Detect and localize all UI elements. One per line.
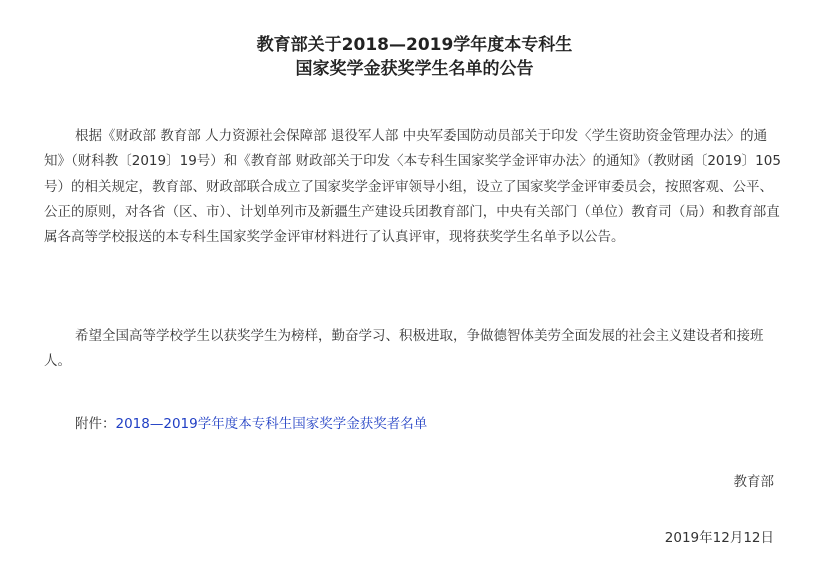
title-line-2: 国家奖学金获奖学生名单的公告 [295,59,534,79]
date: 2019年12月12日 [664,530,774,546]
attachment-label: 附件： [75,416,116,432]
paragraph-1-text: 根据《财政部 教育部 人力资源社会保障部 退役军人部 中央军委国防动员部关于印发〈学生资助资金管理办法〉的通知》（财科教〔2019〕19号）和《教育部 财政部关于印发〈本专科生国家奖学金评审办法〉的通知》（教财函〔2019〕105号）的相关规定，教育部、财政部联合成立了国家奖学金评审领导小组，设立了国家奖学金评审委员会，按照客观、公平、公正的原则，对各省（区、市）、计划单列市及新疆生产建设兵团教育部门，中央有关部门（单位）教育司（局）和教育部直属各高等学校报送的本专科生国家奖学金评审材料进行了认真评审，现将获奖学生名单予以公告。 [44,128,781,246]
paragraph-2 [44,324,784,375]
attachment-link[interactable]: 2018—2019学年度本专科生国家奖学金获奖者名单 [115,416,428,432]
paragraph-2-text: 希望全国高等学校学生以获奖学生为榜样，勤奋学习、积极进取，争做德智体美劳全面发展的社会主义建设者和接班人。 [44,328,764,370]
signature: 教育部 [733,474,774,490]
paragraph-1 [44,124,784,250]
attachment-line [75,413,427,435]
title-line-1: 教育部关于2018—2019学年度本专科生 [256,35,573,55]
